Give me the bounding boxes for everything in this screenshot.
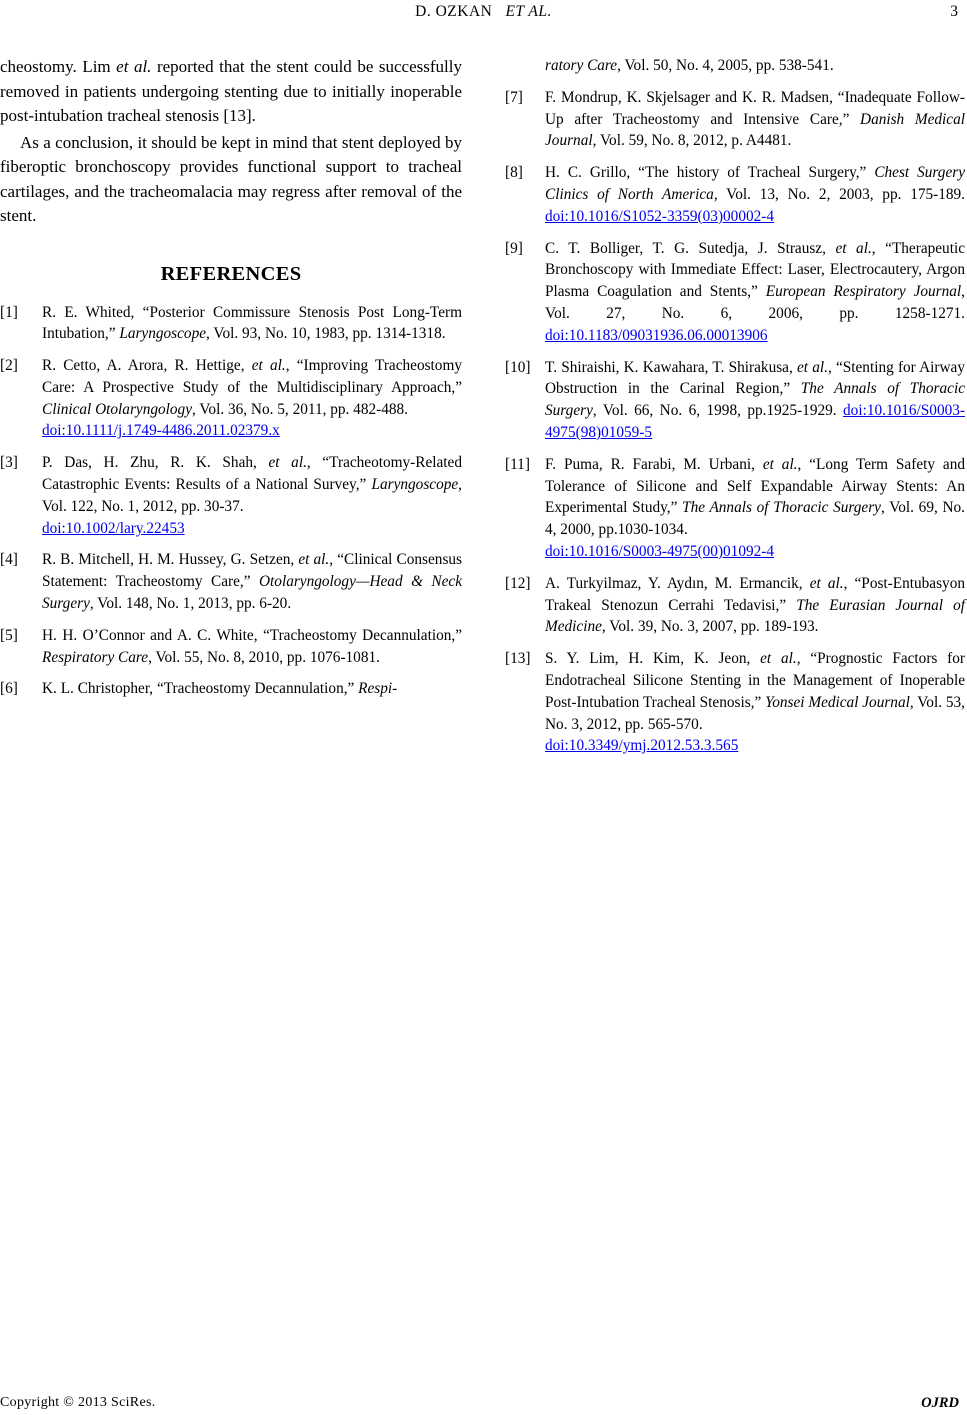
references-heading: REFERENCES (160, 262, 302, 285)
reference-details: , Vol. 148, No. 1, 2013, pp. 6-20. (89, 595, 292, 613)
reference-journal: Laryngoscope (371, 476, 459, 494)
reference-number: [10] (505, 358, 531, 376)
reference-item (505, 238, 965, 347)
reference-authors-title: H. H. O’Connor and A. C. White, “Tracheostomy Decannulation,” (42, 626, 462, 644)
reference-number: [7] (505, 88, 523, 106)
reference-details: , Vol. 53, No. 3, 2012, pp. 565-570. (545, 693, 965, 733)
reference-authors-title: K. L. Christopher, “Tracheostomy Decannulation,” (42, 680, 359, 698)
reference-journal: Otolaryngology—Head & Neck Surgery (42, 573, 462, 613)
reference-etal: et al. (809, 574, 844, 592)
reference-details: , Vol. 59, No. 8, 2012, p. A4481. (592, 132, 792, 150)
reference-etal: et al. (268, 454, 307, 472)
reference-authors-title: P. Das, H. Zhu, R. K. Shah, (42, 454, 269, 472)
reference-etal: et al. (797, 358, 828, 376)
reference-authors-title: H. C. Grillo, “The history of Tracheal Surgery,” (545, 164, 875, 182)
reference-etal: et al. (760, 650, 797, 668)
reference-details: , Vol. 13, No. 2, 2003, pp. 175-189. (713, 185, 966, 203)
reference-authors-title: R. E. Whited, “Posterior Commissure Stenosis Post Long-Term Intubation,” (42, 303, 462, 343)
reference-details: , Vol. 69, No. 4, 2000, pp.1030-1034. (545, 499, 965, 539)
reference-journal: Yonsei Medical Journal (765, 693, 910, 711)
reference-item (0, 302, 462, 346)
reference-authors-title: R. B. Mitchell, H. M. Hussey, G. Setzen, (42, 551, 299, 569)
reference-item (505, 573, 965, 638)
reference-authors-title: F. Puma, R. Farabi, M. Urbani, (545, 455, 763, 473)
reference-number: [5] (0, 626, 18, 644)
body-paragraph-2: As a conclusion, it should be kept in mind that stent deployed by fiberoptic bronchoscopy provides functional support to tracheal cartilages, and the tracheomalacia may regress after removal of the stent. (0, 132, 462, 225)
reference-item (505, 162, 965, 227)
reference-details: , Vol. 39, No. 3, 2007, pp. 189-193. (601, 618, 819, 636)
running-head (0, 3, 967, 21)
reference-number: [4] (0, 551, 18, 569)
references-list-right (505, 55, 965, 757)
reference-journal: ratory Care (545, 57, 618, 74)
reference-etal: et al. (762, 455, 798, 473)
reference-number: [9] (505, 239, 523, 257)
reference-item (505, 648, 965, 757)
reference-doi-link[interactable]: doi:10.1183/09031936.06.00013906 (545, 326, 768, 344)
reference-journal: Clinical Otolaryngology (42, 400, 192, 418)
reference-item-continuation (505, 55, 965, 77)
reference-journal: Laryngoscope (119, 325, 207, 343)
reference-doi-link[interactable]: doi:10.1111/j.1749-4486.2011.02379.x (42, 422, 280, 440)
reference-title: , “Long Term Safety and Tolerance of Silicone and Self Expandable Airway Stents: An Experimental Study,” (545, 455, 965, 517)
reference-number: [6] (0, 680, 18, 698)
left-column (0, 55, 462, 700)
reference-item (505, 454, 965, 563)
reference-journal: Respi- (358, 680, 398, 698)
reference-title: , “Therapeutic Bronchoscopy with Immediate Effect: Laser, Electrocautery, Argon Plasma Coagulation and Stents,” (545, 239, 965, 301)
references-list-left (0, 302, 462, 701)
reference-details: , Vol. 93, No. 10, 1983, pp. 1314-1318. (206, 325, 446, 343)
reference-journal: Respiratory Care (42, 648, 149, 666)
reference-etal: et al. (251, 357, 286, 375)
page-number: 3 (950, 3, 958, 20)
reference-item (0, 678, 462, 700)
reference-authors-title: A. Turkyilmaz, Y. Aydın, M. Ermancik, (545, 574, 810, 592)
copyright-notice: Copyright © 2013 SciRes. (0, 1395, 156, 1410)
reference-title: , “Prognostic Factors for Endotracheal Silicone Stenting in the Management of Inoperable Post-Intubation Tracheal Stenosis,” (545, 650, 965, 711)
reference-details: , Vol. 36, No. 5, 2011, pp. 482-488. (191, 400, 408, 418)
reference-etal: et al. (835, 239, 872, 257)
reference-journal: The Annals of Thoracic Surgery (682, 499, 881, 517)
reference-number: [1] (0, 303, 18, 321)
body-paragraph-1 (0, 55, 462, 129)
reference-item (505, 357, 965, 444)
reference-authors-title: R. Cetto, A. Arora, R. Hettige, (42, 357, 252, 375)
running-head-etal: ET AL. (505, 3, 552, 20)
reference-item (0, 549, 462, 614)
reference-authors-title: F. Mondrup, K. Skjelsager and K. R. Madsen, “Inadequate Follow-Up after Tracheostomy and Intensive Care,” (545, 88, 965, 128)
reference-title: , “Clinical Consensus Statement: Tracheostomy Care,” (42, 551, 462, 591)
reference-details: , Vol. 122, No. 1, 2012, pp. 30-37. (42, 476, 462, 515)
reference-doi-link[interactable]: doi:10.1016/S0003-4975(98)01059-5 (545, 402, 965, 441)
body-text: cheostomy. Lim (0, 57, 117, 76)
reference-doi-link[interactable]: doi:10.3349/ymj.2012.53.3.565 (545, 737, 739, 755)
reference-title: , “Tracheotomy-Related Catastrophic Events: Results of a National Survey,” (42, 454, 462, 494)
reference-journal: The Annals of Thoracic Surgery (545, 380, 965, 420)
reference-journal: The Eurasian Journal of Medicine (545, 596, 965, 636)
reference-number: [2] (0, 357, 18, 375)
reference-authors-title: C. T. Bolliger, T. G. Sutedja, J. Strausz, (545, 239, 836, 257)
reference-details: , Vol. 27, No. 6, 2006, pp. 1258-1271. (545, 283, 965, 322)
reference-item (0, 625, 462, 669)
reference-title: , “Post-Entubasyon Trakeal Stenozun Cerrahi Tedavisi,” (545, 574, 965, 614)
reference-number: [12] (505, 574, 531, 592)
reference-doi-link[interactable]: doi:10.1002/lary.22453 (42, 519, 185, 537)
reference-etal: et al. (298, 551, 330, 569)
right-column (505, 55, 965, 757)
reference-title: , “Stenting for Airway Obstruction in the Carinal Region,” (545, 358, 965, 398)
page-header (0, 0, 967, 22)
reference-journal: Chest Surgery Clinics of North America (545, 164, 965, 203)
reference-number: [11] (505, 455, 530, 473)
reference-doi-link[interactable]: doi:10.1016/S0003-4975(00)01092-4 (545, 542, 775, 560)
reference-doi-link[interactable]: doi:10.1016/S1052-3359(03)00002-4 (545, 207, 775, 225)
body-etal: et al. (116, 57, 152, 76)
reference-details: , Vol. 50, No. 4, 2005, pp. 538-541. (617, 57, 834, 74)
reference-journal: European Respiratory Journal (765, 283, 962, 301)
running-head-author: D. OZKAN (415, 3, 493, 20)
reference-item (505, 87, 965, 152)
reference-authors-title: T. Shiraishi, K. Kawahara, T. Shirakusa, (545, 358, 797, 376)
body-text: reported that the stent could be successfully removed in patients undergoing stenting due to initially inoperable post-intubation tracheal stenosis [13]. (0, 57, 462, 125)
journal-abbrev: OJRD (921, 1395, 959, 1411)
reference-details: , Vol. 66, No. 6, 1998, pp.1925-1929. (592, 402, 844, 420)
reference-number: [3] (0, 454, 18, 472)
reference-item (0, 355, 462, 442)
reference-authors-title: S. Y. Lim, H. Kim, K. Jeon, (545, 650, 761, 668)
reference-journal: Danish Medical Journal (545, 110, 965, 150)
reference-number: [13] (505, 650, 531, 668)
reference-details: , Vol. 55, No. 8, 2010, pp. 1076-1081. (148, 648, 380, 666)
reference-number: [8] (505, 164, 523, 182)
reference-title: , “Improving Tracheostomy Care: A Prospective Study of the Multidisciplinary Approach,” (42, 357, 462, 396)
reference-item (0, 452, 462, 539)
